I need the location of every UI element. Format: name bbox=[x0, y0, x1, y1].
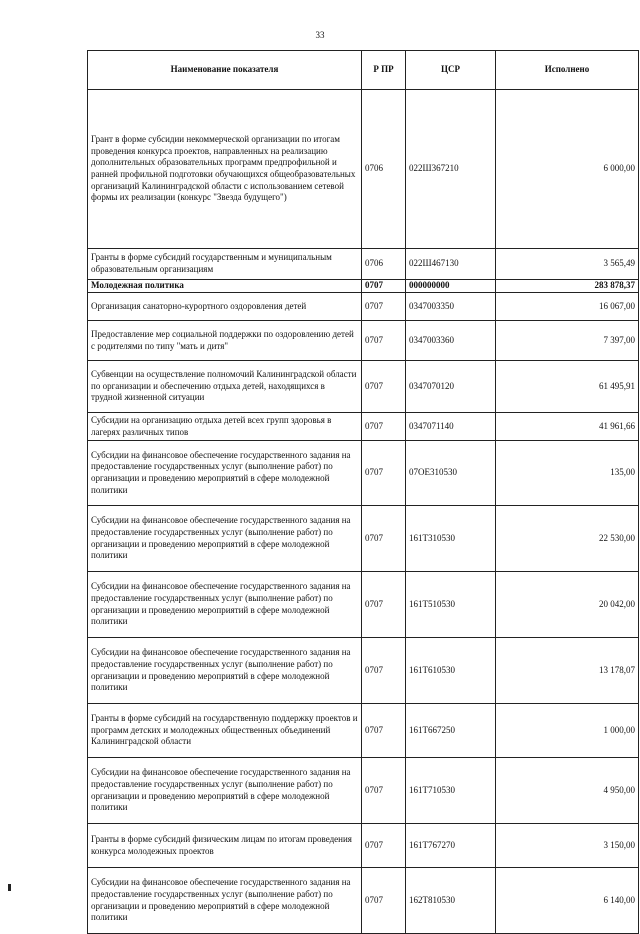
row-amount: 13 178,07 bbox=[496, 638, 639, 704]
page-number: 33 bbox=[315, 30, 325, 40]
header-done: Исполнено bbox=[496, 51, 639, 90]
row-rpr: 0707 bbox=[362, 441, 406, 506]
row-csr: 161Т667250 bbox=[406, 704, 496, 758]
row-name: Субсидии на финансовое обеспечение государственного задания на предоставление государственных услуг (выполнение работ) по организации и проведению мероприятий в сфере молодежной политики bbox=[88, 868, 362, 934]
row-rpr: 0707 bbox=[362, 572, 406, 638]
row-csr: 162Т810530 bbox=[406, 868, 496, 934]
row-name: Грант в форме субсидии некоммерческой организации по итогам проведения конкурса проектов, направленных на реализацию дополнительных образовательных программ предпрофильной и ранней профильной подготовки обучающихся общеобразовательных организаций Калининградской области с использованием сетевой формы их реализации (конкурс "Звезда будущего") bbox=[88, 90, 362, 249]
table-row bbox=[88, 293, 639, 321]
table-row bbox=[88, 413, 639, 441]
table-row bbox=[88, 704, 639, 758]
row-csr: 161Т767270 bbox=[406, 824, 496, 868]
budget-table bbox=[87, 50, 639, 934]
row-amount: 61 495,91 bbox=[496, 361, 639, 413]
row-amount: 6 140,00 bbox=[496, 868, 639, 934]
row-csr: 022Ш367210 bbox=[406, 90, 496, 249]
row-name: Субсидии на организацию отдыха детей всех групп здоровья в лагерях различных типов bbox=[88, 413, 362, 441]
row-name: Гранты в форме субсидий государственным и муниципальным образовательным организациям bbox=[88, 249, 362, 280]
row-amount: 41 961,66 bbox=[496, 413, 639, 441]
row-csr: 000000000 bbox=[406, 280, 496, 293]
margin-mark bbox=[8, 884, 11, 891]
row-amount: 1 000,00 bbox=[496, 704, 639, 758]
row-name: Субсидии на финансовое обеспечение государственного задания на предоставление государственных услуг (выполнение работ) по организации и проведению мероприятий в сфере молодежной политики bbox=[88, 638, 362, 704]
row-amount: 283 878,37 bbox=[496, 280, 639, 293]
header-rpr: Р ПР bbox=[362, 51, 406, 90]
row-amount: 22 530,00 bbox=[496, 506, 639, 572]
row-amount: 3 150,00 bbox=[496, 824, 639, 868]
row-rpr: 0707 bbox=[362, 758, 406, 824]
table-row bbox=[88, 638, 639, 704]
row-csr: 022Ш467130 bbox=[406, 249, 496, 280]
row-csr: 161Т610530 bbox=[406, 638, 496, 704]
row-amount: 16 067,00 bbox=[496, 293, 639, 321]
row-name: Субсидии на финансовое обеспечение государственного задания на предоставление государственных услуг (выполнение работ) по организации и проведению мероприятий в сфере молодежной политики bbox=[88, 758, 362, 824]
row-rpr: 0707 bbox=[362, 868, 406, 934]
row-rpr: 0706 bbox=[362, 249, 406, 280]
row-amount: 3 565,49 bbox=[496, 249, 639, 280]
row-name: Организация санаторно-курортного оздоровления детей bbox=[88, 293, 362, 321]
row-rpr: 0707 bbox=[362, 321, 406, 361]
row-csr: 0347003350 bbox=[406, 293, 496, 321]
row-name: Субсидии на финансовое обеспечение государственного задания на предоставление государственных услуг (выполнение работ) по организации и проведению мероприятий в сфере молодежной политики bbox=[88, 506, 362, 572]
header-csr: ЦСР bbox=[406, 51, 496, 90]
row-rpr: 0706 bbox=[362, 90, 406, 249]
table-row bbox=[88, 758, 639, 824]
row-name: Субсидии на финансовое обеспечение государственного задания на предоставление государственных услуг (выполнение работ) по организации и проведению мероприятий в сфере молодежной политики bbox=[88, 572, 362, 638]
row-rpr: 0707 bbox=[362, 506, 406, 572]
row-rpr: 0707 bbox=[362, 280, 406, 293]
row-name: Субвенции на осуществление полномочий Калининградской области по организации и обеспечению отдыха детей, находящихся в трудной жизненной ситуации bbox=[88, 361, 362, 413]
table-row bbox=[88, 249, 639, 280]
row-csr: 0347071140 bbox=[406, 413, 496, 441]
row-name: Молодежная политика bbox=[88, 280, 362, 293]
row-rpr: 0707 bbox=[362, 413, 406, 441]
header-row bbox=[88, 51, 639, 90]
row-csr: 161Т710530 bbox=[406, 758, 496, 824]
row-rpr: 0707 bbox=[362, 704, 406, 758]
row-rpr: 0707 bbox=[362, 293, 406, 321]
table-row bbox=[88, 572, 639, 638]
row-name: Гранты в форме субсидий на государственную поддержку проектов и программ детских и молодежных общественных объединений Калининградской области bbox=[88, 704, 362, 758]
row-name: Субсидии на финансовое обеспечение государственного задания на предоставление государственных услуг (выполнение работ) по организации и проведению мероприятий в сфере молодежной политики bbox=[88, 441, 362, 506]
row-rpr: 0707 bbox=[362, 824, 406, 868]
table-row bbox=[88, 441, 639, 506]
row-amount: 6 000,00 bbox=[496, 90, 639, 249]
table-row bbox=[88, 868, 639, 934]
row-amount: 20 042,00 bbox=[496, 572, 639, 638]
header-name: Наименование показателя bbox=[88, 51, 362, 90]
row-name: Гранты в форме субсидий физическим лицам по итогам проведения конкурса молодежных проектов bbox=[88, 824, 362, 868]
row-csr: 161Т310530 bbox=[406, 506, 496, 572]
row-rpr: 0707 bbox=[362, 361, 406, 413]
row-rpr: 0707 bbox=[362, 638, 406, 704]
table-row bbox=[88, 361, 639, 413]
table-row-section bbox=[88, 280, 639, 293]
row-csr: 0347070120 bbox=[406, 361, 496, 413]
table-row bbox=[88, 506, 639, 572]
row-csr: 07ОЕ310530 bbox=[406, 441, 496, 506]
row-name: Предоставление мер социальной поддержки по оздоровлению детей с родителями по типу "мать и дитя" bbox=[88, 321, 362, 361]
table-row bbox=[88, 824, 639, 868]
table-row bbox=[88, 90, 639, 249]
row-csr: 161Т510530 bbox=[406, 572, 496, 638]
row-amount: 4 950,00 bbox=[496, 758, 639, 824]
row-csr: 0347003360 bbox=[406, 321, 496, 361]
row-amount: 135,00 bbox=[496, 441, 639, 506]
row-amount: 7 397,00 bbox=[496, 321, 639, 361]
table-row bbox=[88, 321, 639, 361]
